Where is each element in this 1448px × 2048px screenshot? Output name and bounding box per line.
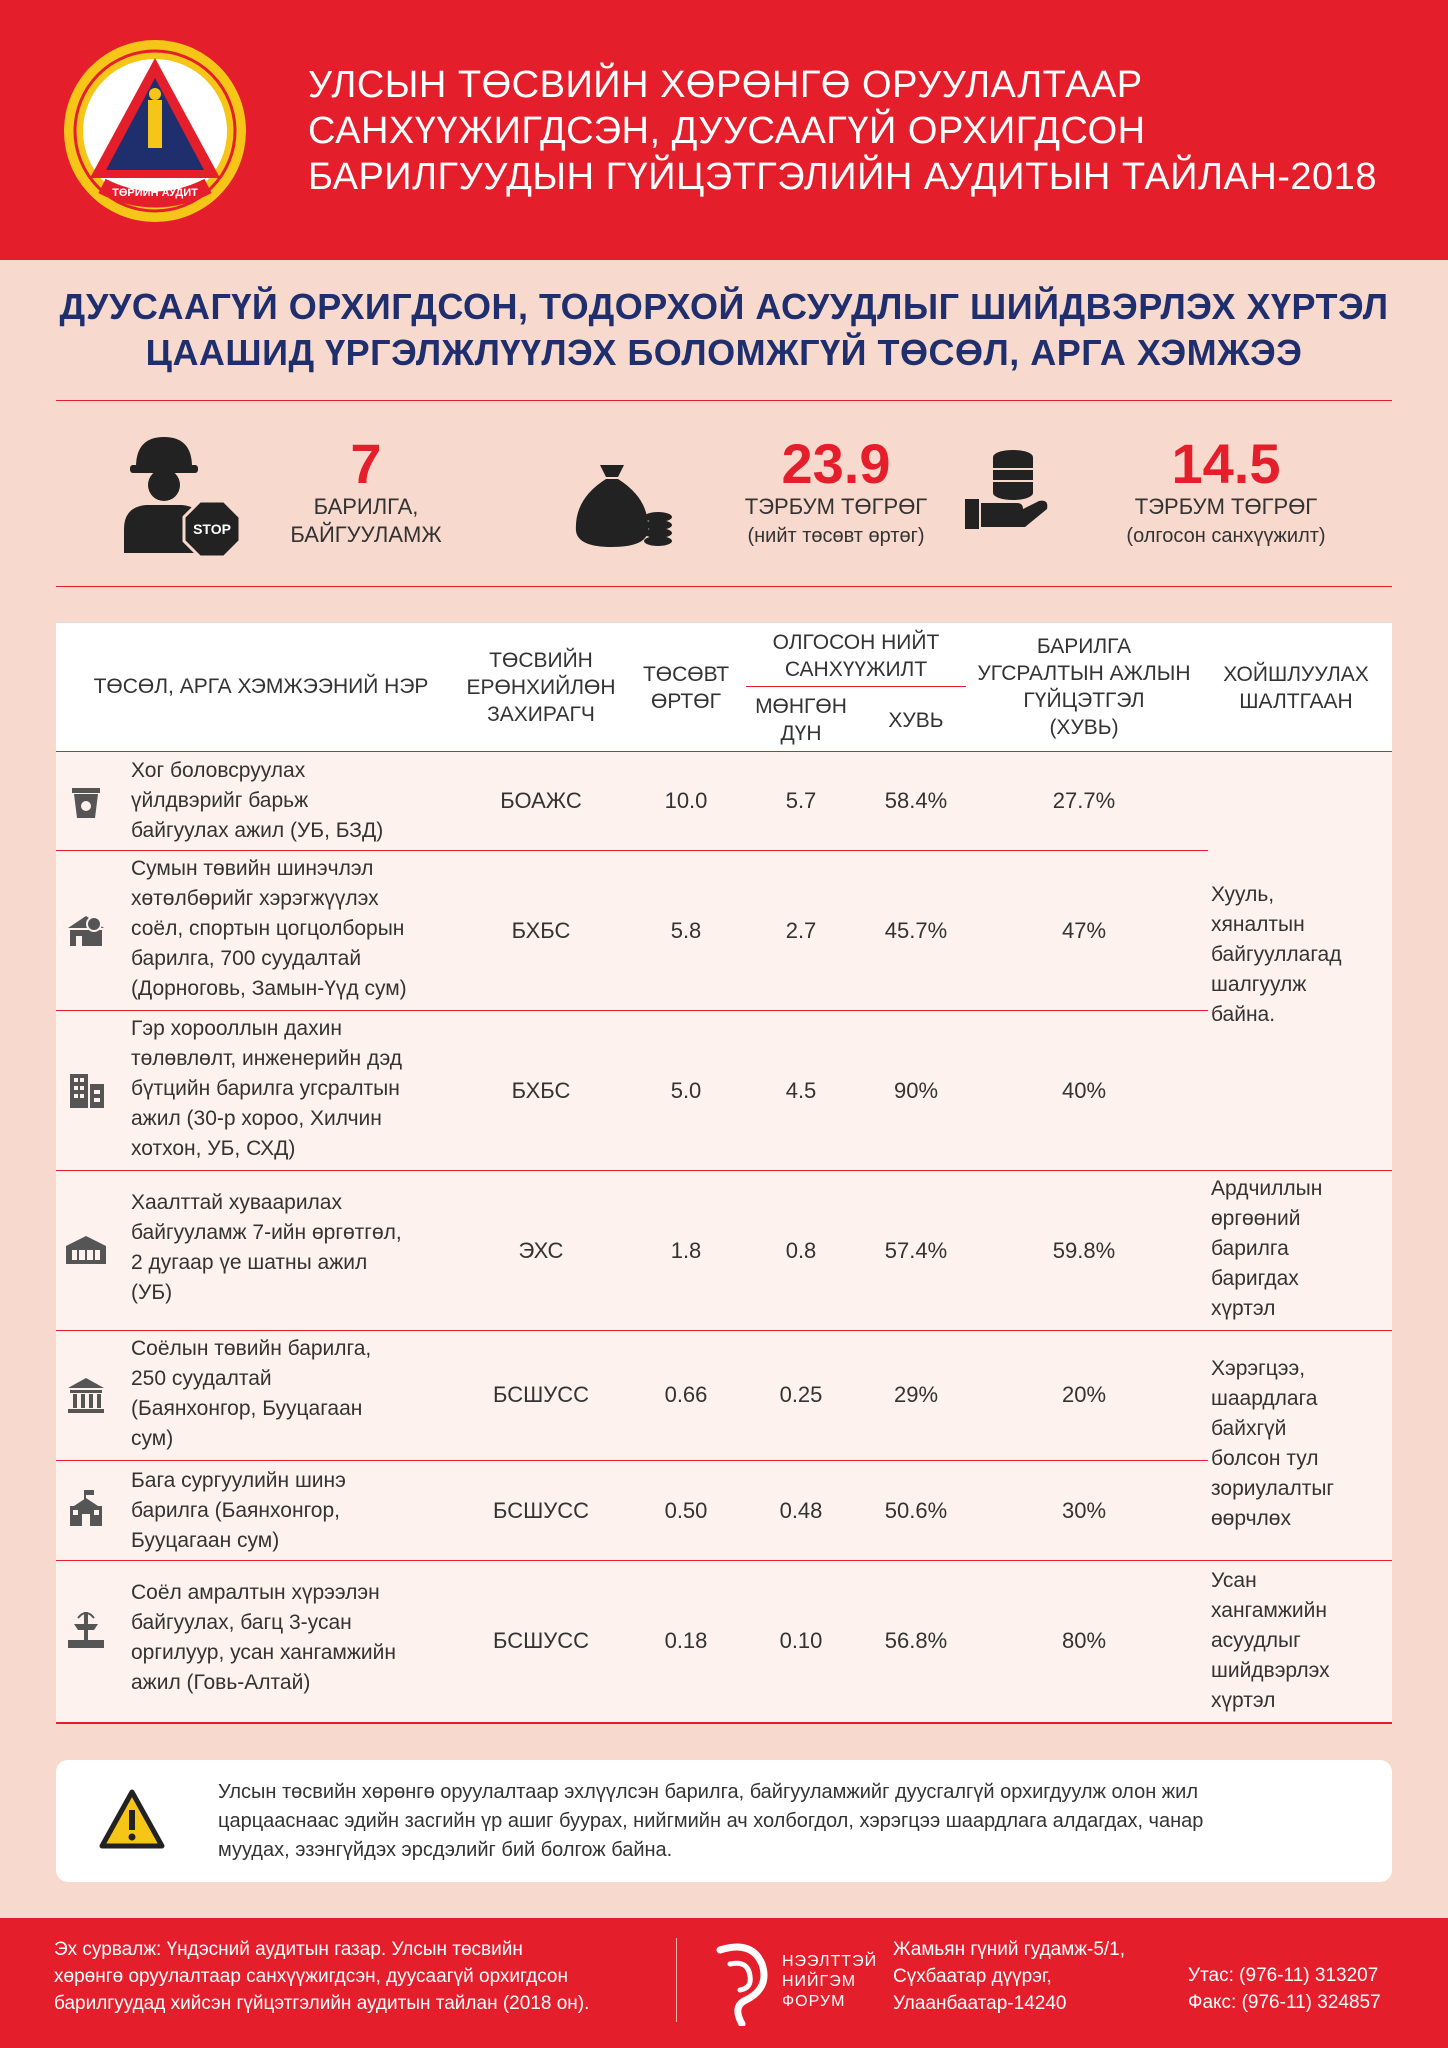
funding-amount: 0.8: [785, 1238, 817, 1263]
funding-percent: 58.4%: [884, 788, 948, 813]
header-line: УГСРАЛТЫН АЖЛЫН: [977, 662, 1191, 685]
funding-amount: 2.7: [785, 918, 817, 943]
delay-reason: [1211, 1566, 1386, 1716]
header-line: МӨНГӨН: [755, 695, 847, 718]
funding-percent: 57.4%: [884, 1238, 948, 1263]
reason-line: өөрчлөх: [1211, 1507, 1291, 1530]
project-name: [131, 1334, 461, 1454]
budget-manager: БСШУСС: [493, 1628, 589, 1653]
label-line: БАЙГУУЛАМЖ: [290, 522, 442, 547]
reason-line: шалгуулж: [1211, 973, 1307, 996]
name-line: (Баянхонгор, Бууцагаан: [131, 1397, 363, 1420]
project-name: [131, 756, 461, 846]
reason-line: байхгүй: [1211, 1417, 1287, 1440]
funding-amount: 5.7: [785, 788, 817, 813]
name-line: барилга (Баянхонгор,: [131, 1499, 340, 1522]
construction-progress: 27.7%: [1052, 788, 1116, 813]
project-name: [131, 1466, 461, 1556]
header-line: ЕРӨНХИЙЛӨН: [466, 676, 616, 699]
header-line: ГҮЙЦЭТГЭЛ: [1023, 689, 1145, 712]
budget-manager: БОАЖС: [500, 788, 582, 813]
reason-line: барилга: [1211, 1237, 1289, 1260]
header-line: ШАЛТГААН: [1239, 690, 1353, 713]
header-line: (ХУВЬ): [1049, 716, 1119, 739]
table-row: [56, 1010, 1204, 1170]
title-line: САНХҮҮЖИГДСЭН, ДУУСААГҮЙ ОРХИГДСОН: [308, 110, 1146, 152]
substation-icon: [64, 1228, 108, 1272]
name-line: бүтцийн барилга угсралтын: [131, 1077, 400, 1100]
name-line: байгууламж 7-ийн өргөтгөл,: [131, 1221, 402, 1244]
header-banner: [0, 0, 1448, 260]
budget-cost: 0.50: [664, 1498, 708, 1523]
construction-progress: 47%: [1061, 918, 1107, 943]
name-line: үйлдвэрийг барьж: [131, 789, 309, 812]
budget-manager: БСШУСС: [493, 1498, 589, 1523]
name-line: барилга, 700 суудалтай: [131, 947, 362, 970]
phone: Утас: (976-11) 313207: [1188, 1965, 1379, 1986]
sports-complex-icon: [64, 908, 108, 952]
report-title: [308, 62, 1408, 200]
header-budget-cost: [636, 661, 736, 715]
heading-line: ДУУСААГҮЙ ОРХИГДСОН, ТОДОРХОЙ АСУУДЛЫГ ШИЙДВЭРЛЭХ ХҮРТЭЛ: [59, 286, 1389, 327]
brand-line: ФОРУМ: [782, 1993, 846, 2010]
source-line: Эх сурвалж: Үндэсний аудитын газар. Улсын төсвийн: [54, 1939, 523, 1960]
header-construction-progress: [974, 633, 1194, 741]
funding-percent: 90%: [893, 1078, 939, 1103]
reason-line: болсон тул: [1211, 1447, 1319, 1470]
header-project-name: ТӨСӨЛ, АРГА ХЭМЖЭЭНИЙ НЭР: [93, 675, 429, 698]
name-line: Хаалттай хуваарилах: [131, 1191, 342, 1214]
buildings-label: [256, 493, 476, 549]
delay-reason: [1211, 1174, 1386, 1324]
budget-cost: 0.18: [664, 1628, 708, 1653]
reason-line: байна.: [1211, 1003, 1276, 1026]
name-line: Соёл амралтын хүрээлэн: [131, 1581, 380, 1604]
reason-line: хүртэл: [1211, 1689, 1276, 1712]
header-line: ДҮН: [780, 722, 822, 745]
footer: [0, 1918, 1448, 2048]
name-line: Бага сургуулийн шинэ: [131, 1469, 346, 1492]
construction-progress: 20%: [1061, 1382, 1107, 1407]
name-line: (УБ): [131, 1281, 173, 1304]
construction-progress: 80%: [1061, 1628, 1107, 1653]
title-line: УЛСЫН ТӨСВИЙН ХӨРӨНГӨ ОРУУЛАЛТААР: [308, 64, 1143, 106]
buildings-count: 7: [350, 432, 382, 495]
allocated-funding-note: (олгосон санхүүжилт): [1126, 525, 1326, 547]
title-line: БАРИЛГУУДЫН ГҮЙЦЭТГЭЛИЙН АУДИТЫН ТАЙЛАН-2018: [308, 156, 1377, 198]
table-row: [56, 1460, 1204, 1560]
footer-divider: [676, 1938, 677, 2022]
table-row: [56, 1330, 1204, 1460]
open-society-forum-logo: [712, 1940, 774, 2026]
funding-percent: 56.8%: [884, 1628, 948, 1653]
funding-percent: 50.6%: [884, 1498, 948, 1523]
project-name: [131, 1578, 461, 1698]
culture-center-icon: [64, 1374, 108, 1418]
table-bottom-border: [56, 1722, 1392, 1724]
construction-progress: 59.8%: [1052, 1238, 1116, 1263]
header-budget-manager: [456, 647, 626, 728]
name-line: сум): [131, 1427, 174, 1450]
name-line: ажил (30-р хороо, Хилчин: [131, 1107, 382, 1130]
header-percent: ХУВЬ: [888, 709, 944, 732]
header-line: ЗАХИРАГЧ: [487, 703, 595, 726]
total-budget-label: ТЭРБУМ ТӨГРӨГ: [744, 494, 928, 519]
name-line: ажил (Говь-Алтай): [131, 1671, 311, 1694]
funding-amount: 0.10: [779, 1628, 823, 1653]
address-line: Жамьян гүний гудамж-5/1,: [893, 1939, 1126, 1960]
header-line: ХОЙШЛУУЛАХ: [1223, 663, 1369, 686]
name-line: соёл, спортын цогцолборын: [131, 917, 405, 940]
logo-text: ТӨРИЙН АУДИТ: [112, 187, 198, 199]
project-name: [131, 1188, 461, 1308]
reason-line: өргөөний: [1211, 1207, 1301, 1230]
reason-line: зориулалтыг: [1211, 1477, 1335, 1500]
header-delay-reason: [1206, 661, 1386, 715]
school-icon: [64, 1488, 108, 1532]
funding-amount: 0.48: [779, 1498, 823, 1523]
name-line: Хог боловсруулах: [131, 759, 306, 782]
warning-line: муудах, эзэнгүйдэх эрсдэлийг бий болгож байна.: [218, 1839, 673, 1861]
trash-bin-icon: [64, 778, 108, 822]
name-line: 2 дугаар үе шатны ажил: [131, 1251, 368, 1274]
name-line: хотхон, УБ, СХД): [131, 1137, 296, 1160]
money-bag-icon: [566, 441, 676, 551]
warning-icon: [98, 1788, 166, 1850]
warning-line: царцааснаас эдийн засгийн үр ашиг буурах, нийгмийн ач холбогдол, хэрэгцээ шаардлага алдагдах, чанар: [218, 1810, 1204, 1832]
name-line: байгуулах ажил (УБ, БЗД): [131, 819, 384, 842]
allocated-funding-value: 14.5: [1171, 432, 1281, 495]
allocated-funding-label: ТЭРБУМ ТӨГРӨГ: [1134, 494, 1318, 519]
delay-reason: [1211, 880, 1386, 1030]
coins-hand-icon: [961, 443, 1053, 535]
summary-stats: [56, 400, 1392, 587]
delay-reason: [1211, 1354, 1386, 1534]
table-header: [56, 622, 1392, 752]
projects-table: [56, 622, 1392, 1724]
reason-line: хангамжийн: [1211, 1599, 1327, 1622]
total-budget-value: 23.9: [781, 432, 891, 495]
warning-line: Улсын төсвийн хөрөнгө оруулалтаар эхлүүлсэн барилга, байгууламжийг дуусгалгүй орхигдуулж олон жил: [218, 1781, 1199, 1803]
address-line: Сүхбаатар дүүрэг,: [893, 1966, 1052, 1987]
table-row: [56, 750, 1204, 850]
funding-amount: 4.5: [785, 1078, 817, 1103]
brand-line: НЭЭЛТТЭЙ: [782, 1953, 878, 1970]
budget-cost: 5.8: [670, 918, 702, 943]
fountain-icon: [64, 1608, 108, 1652]
budget-manager: ЭХС: [518, 1238, 564, 1263]
name-line: байгуулах, багц 3-усан: [131, 1611, 352, 1634]
contact-info: [1188, 1962, 1381, 2016]
stop-sign-text: STOP: [193, 521, 231, 537]
reason-line: Ардчиллын: [1211, 1177, 1323, 1200]
budget-cost: 0.66: [664, 1382, 708, 1407]
name-line: оргилуур, усан хангамжийн: [131, 1641, 396, 1664]
forum-brand-name: [782, 1952, 877, 2012]
reason-line: хяналтын: [1211, 913, 1305, 936]
budget-manager: БХБС: [511, 1078, 571, 1103]
header-line: ТӨСӨВТ: [642, 663, 730, 686]
name-line: (Дорноговь, Замын-Үүд сум): [131, 977, 407, 1000]
header-line: САНХҮҮЖИЛТ: [784, 658, 928, 681]
buildings-icon: [64, 1068, 108, 1112]
name-line: Гэр хорооллын дахин: [131, 1017, 342, 1040]
header-line: ТӨСВИЙН: [489, 649, 593, 672]
warning-text: [218, 1778, 1358, 1865]
source-note: [54, 1936, 654, 2017]
header-line: ӨРТӨГ: [651, 690, 721, 713]
table-row: [56, 1560, 1204, 1724]
address: [893, 1936, 1125, 2017]
name-line: Сумын төвийн шинэчлэл: [131, 857, 374, 880]
funding-amount: 0.25: [779, 1382, 823, 1407]
state-audit-logo: [62, 38, 248, 224]
header-line: ОЛГОСОН НИЙТ: [772, 631, 940, 654]
name-line: төлөвлөлт, инженерийн дэд: [131, 1047, 402, 1070]
header-allocated-funding: [746, 629, 966, 683]
table-row: [56, 1170, 1204, 1330]
funding-percent: 29%: [893, 1382, 939, 1407]
header-divider: [746, 686, 966, 687]
construction-progress: 30%: [1061, 1498, 1107, 1523]
reason-line: байгууллагад: [1211, 943, 1342, 966]
warning-box: [56, 1760, 1392, 1882]
source-line: хөрөнгө оруулалтаар санхүүжигдсэн, дуусаагүй орхигдсон: [54, 1966, 568, 1987]
construction-progress: 40%: [1061, 1078, 1107, 1103]
project-name: [131, 854, 461, 1004]
label-line: БАРИЛГА,: [313, 494, 419, 519]
reason-line: Хэрэгцээ,: [1211, 1357, 1306, 1380]
section-heading: [0, 284, 1448, 376]
worker-stop-icon: [116, 429, 244, 557]
budget-cost: 10.0: [664, 788, 708, 813]
budget-manager: БХБС: [511, 918, 571, 943]
reason-line: хүртэл: [1211, 1297, 1276, 1320]
header-line: БАРИЛГА: [1036, 635, 1132, 658]
name-line: 250 суудалтай: [131, 1367, 272, 1390]
reason-line: Усан: [1211, 1569, 1257, 1592]
reason-line: асуудлыг: [1211, 1629, 1301, 1652]
fax: Факс: (976-11) 324857: [1188, 1992, 1381, 2013]
budget-manager: БСШУСС: [493, 1382, 589, 1407]
project-name: [131, 1014, 461, 1164]
source-line: барилгуудад хийсэн гүйцэтгэлийн аудитын тайлан (2018 он).: [54, 1993, 590, 2014]
total-budget-note: (нийт төсөвт өртөг): [747, 525, 925, 547]
header-amount: [746, 693, 856, 747]
table-row: [56, 850, 1204, 1010]
brand-line: НИЙГЭМ: [782, 1973, 857, 1990]
name-line: Бууцагаан сум): [131, 1529, 280, 1552]
budget-cost: 1.8: [670, 1238, 702, 1263]
funding-percent: 45.7%: [884, 918, 948, 943]
reason-line: Хууль,: [1211, 883, 1275, 906]
reason-line: шийдвэрлэх: [1211, 1659, 1330, 1682]
reason-line: баригдах: [1211, 1267, 1299, 1290]
address-line: Улаанбаатар-14240: [893, 1993, 1067, 2014]
reason-line: шаардлага: [1211, 1387, 1318, 1410]
name-line: хөтөлбөрийг хэрэгжүүлэх: [131, 887, 379, 910]
budget-cost: 5.0: [670, 1078, 702, 1103]
heading-line: ЦААШИД ҮРГЭЛЖЛҮҮЛЭХ БОЛОМЖГҮЙ ТӨСӨЛ, АРГА ХЭМЖЭЭ: [145, 332, 1303, 373]
name-line: Соёлын төвийн барилга,: [131, 1337, 372, 1360]
